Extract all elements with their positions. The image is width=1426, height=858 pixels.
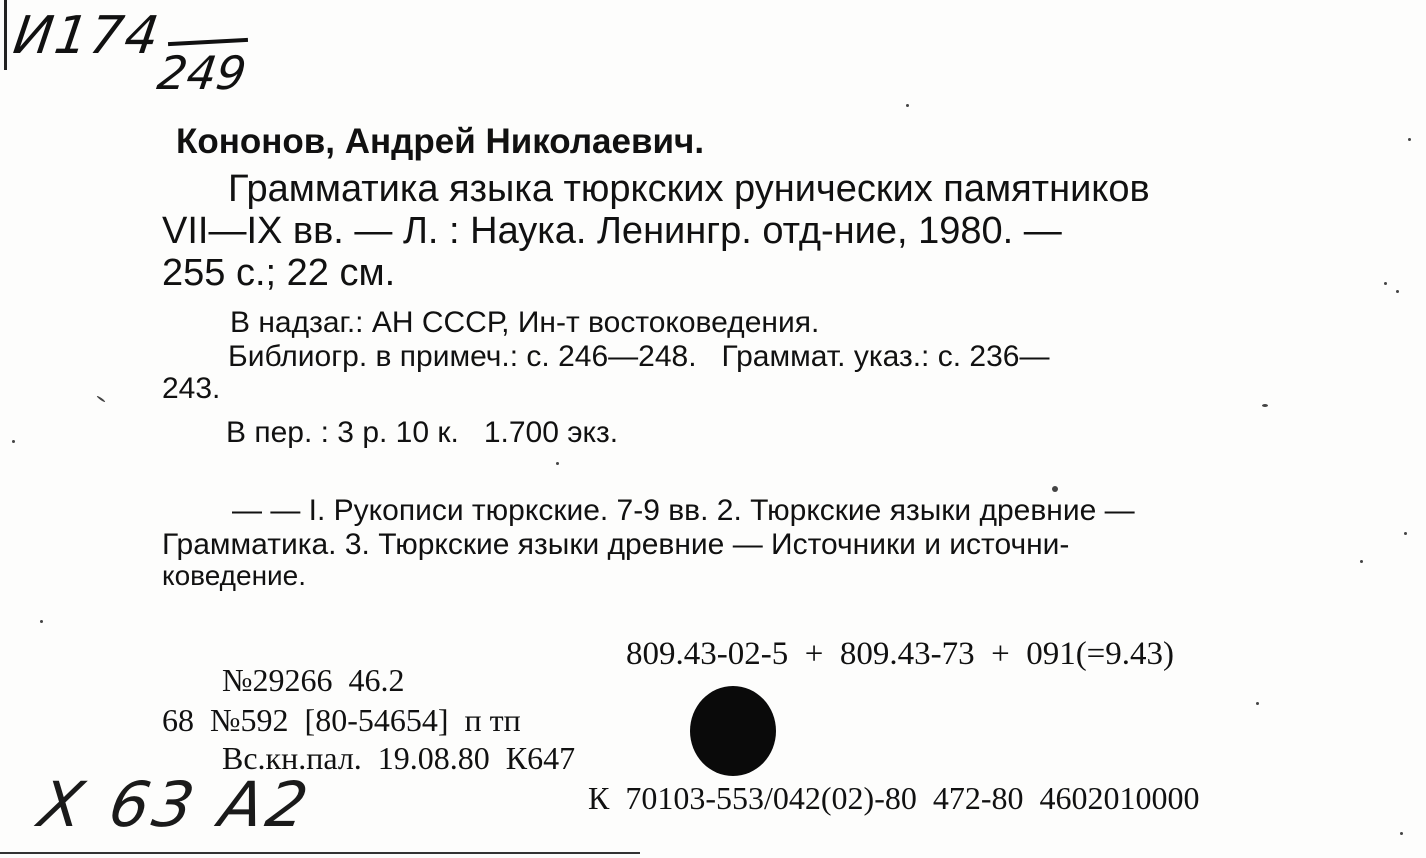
- title-line-1: Грамматика языка тюркских рунических памятников: [228, 168, 1150, 210]
- speck: [40, 620, 43, 623]
- card-bottom-line: [0, 852, 640, 854]
- handwritten-shelf-code: Х 63 А2: [33, 768, 318, 841]
- speck: [1384, 282, 1387, 285]
- speck: [1052, 486, 1058, 492]
- registry-line-1: №29266 46.2: [222, 662, 405, 698]
- title-line-3: 255 с.; 22 см.: [162, 252, 396, 294]
- title-line-2: VII—IX вв. — Л. : Наука. Ленингр. отд-ние, 1980. —: [162, 210, 1062, 252]
- speck: [1408, 138, 1411, 141]
- speck: [96, 395, 105, 402]
- speck: [1262, 404, 1268, 407]
- registry-line-2: 68 №592 [80-54654] п тп: [162, 702, 521, 738]
- speck: [12, 440, 15, 443]
- classification-code: 809.43-02-5 + 809.43-73 + 091(=9.43): [626, 636, 1175, 672]
- speck: [1396, 290, 1399, 293]
- note-line-4: В пер. : 3 р. 10 к. 1.700 экз.: [226, 416, 619, 449]
- bottom-code: К 70103-553/042(02)-80 472-80 4602010000: [588, 780, 1200, 816]
- subject-line-1: — — I. Рукописи тюркские. 7-9 вв. 2. Тюркские языки древние —: [232, 494, 1135, 527]
- registry-line-3: Вс.кн.пал. 19.08.80 К647: [222, 740, 576, 776]
- speck: [906, 104, 909, 107]
- speck: [1256, 702, 1259, 705]
- subject-line-3: коведение.: [162, 560, 307, 591]
- speck: [1400, 832, 1403, 835]
- call-number-divider: [168, 38, 248, 46]
- card-edge-mark: [4, 0, 7, 70]
- author-heading: Кононов, Андрей Николаевич.: [176, 122, 705, 161]
- subject-line-2: Грамматика. 3. Тюркские языки древние — Источники и источни-: [162, 528, 1070, 561]
- call-number-sub: 249: [154, 46, 250, 100]
- punch-hole: [690, 686, 776, 776]
- note-line-3: 243.: [162, 372, 221, 405]
- note-line-1: В надзаг.: АН СССР, Ин-т востоковедения.: [230, 306, 820, 339]
- speck: [1404, 532, 1407, 535]
- speck: [556, 462, 559, 465]
- call-number-top: И174: [9, 6, 165, 66]
- note-line-2: Библиогр. в примеч.: с. 246—248. Граммат. указ.: с. 236—: [228, 340, 1050, 373]
- speck: [1360, 560, 1363, 563]
